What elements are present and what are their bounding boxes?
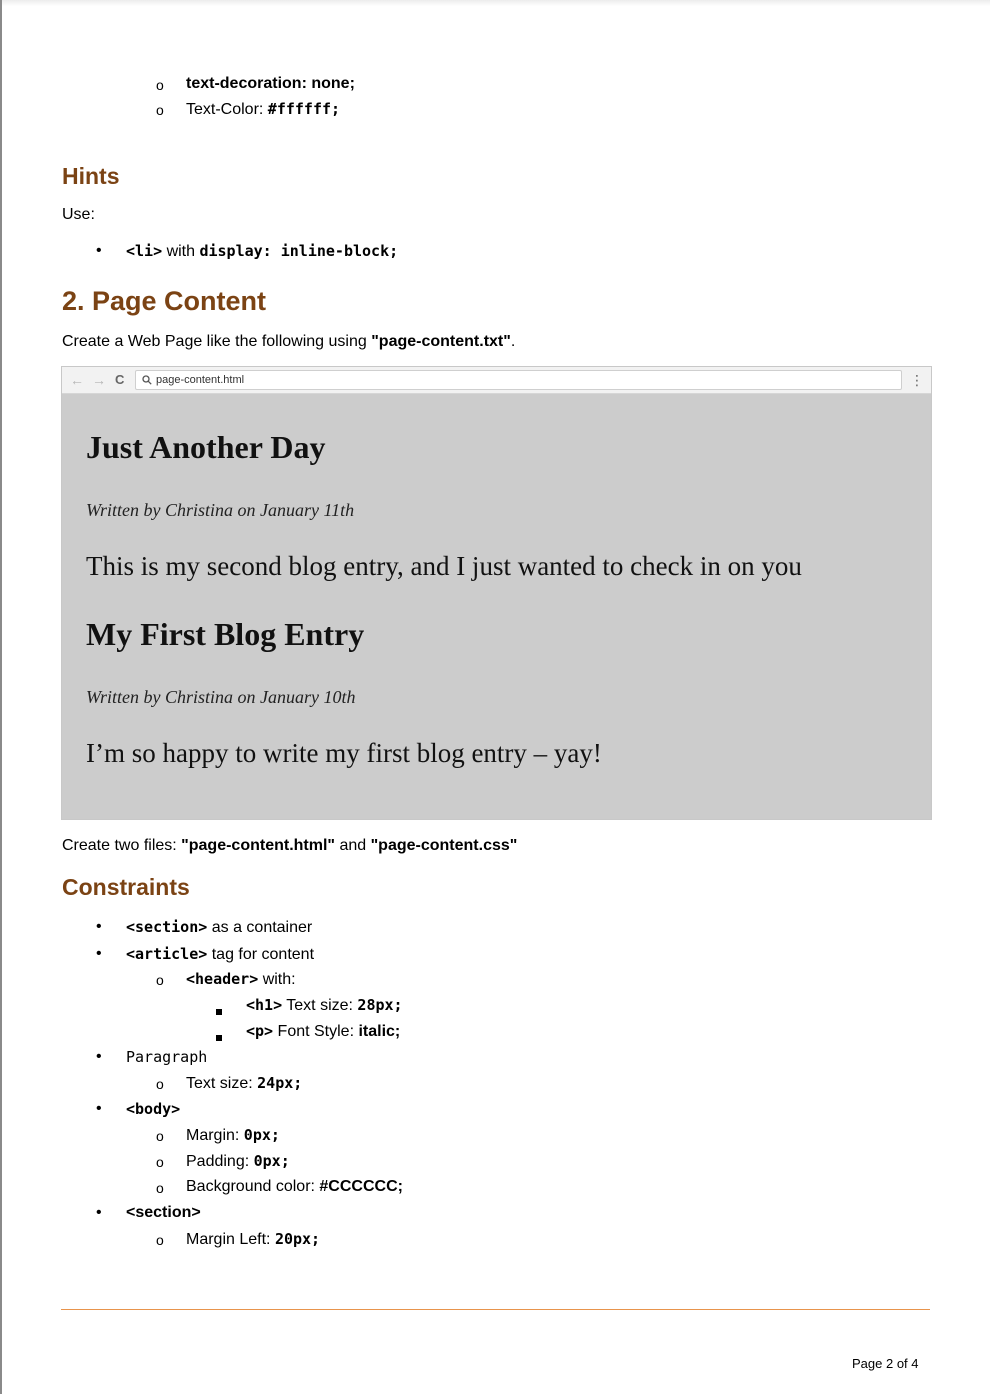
code-text: 0px; bbox=[253, 1152, 290, 1170]
code-text: 28px; bbox=[357, 996, 403, 1014]
forward-arrow-icon: → bbox=[92, 372, 106, 388]
list-bullet: o bbox=[156, 1128, 164, 1144]
label-text: Text size: bbox=[282, 997, 358, 1014]
code-text: <section> bbox=[126, 918, 208, 936]
code-text: #CCCCCC; bbox=[319, 1178, 403, 1195]
list-item bbox=[186, 969, 296, 990]
intro-text bbox=[62, 332, 515, 352]
address-text: page-content.html bbox=[156, 374, 245, 386]
list-bullet bbox=[216, 1002, 222, 1020]
code-text: <h1> bbox=[246, 996, 283, 1014]
hints-heading: Hints bbox=[62, 163, 120, 189]
code-text: text-decoration: none; bbox=[186, 75, 355, 92]
label-text: with bbox=[162, 243, 200, 260]
list-item bbox=[126, 944, 314, 965]
list-item bbox=[186, 74, 355, 94]
code-text: <p> bbox=[246, 1022, 274, 1040]
label-text: Padding: bbox=[186, 1153, 254, 1170]
page-edge bbox=[0, 0, 2, 1394]
browser-toolbar bbox=[62, 367, 931, 394]
label-text: as a container bbox=[207, 919, 313, 936]
label-text: Text size: bbox=[186, 1075, 258, 1092]
back-arrow-icon: ← bbox=[70, 372, 84, 388]
list-item bbox=[126, 1203, 201, 1223]
browser-screenshot bbox=[61, 366, 932, 820]
article-meta: Written by Christina on January 11th bbox=[86, 500, 355, 520]
list-bullet: o bbox=[156, 1232, 164, 1248]
label-text: . bbox=[510, 333, 516, 350]
file-name: "page-content.html" bbox=[181, 837, 335, 854]
label-text: Create two files: bbox=[62, 837, 182, 854]
list-bullet bbox=[216, 1028, 222, 1046]
search-icon bbox=[142, 375, 152, 385]
code-text: #ffffff; bbox=[267, 100, 341, 118]
list-item bbox=[126, 917, 312, 938]
code-text: <article> bbox=[126, 945, 208, 963]
label-text: Margin Left: bbox=[186, 1231, 275, 1248]
article-title: Just Another Day bbox=[86, 429, 326, 465]
article-meta: Written by Christina on January 10th bbox=[86, 687, 356, 707]
page-top-shade bbox=[2, 0, 990, 6]
address-bar bbox=[135, 370, 902, 390]
list-item bbox=[186, 99, 340, 120]
page-content-heading: 2. Page Content bbox=[62, 286, 267, 316]
code-text: 20px; bbox=[274, 1230, 321, 1248]
list-item bbox=[126, 241, 398, 262]
page-number: Page 2 of 4 bbox=[852, 1356, 919, 1371]
list-bullet: o bbox=[156, 1180, 164, 1196]
list-item bbox=[246, 1021, 400, 1042]
list-item bbox=[186, 1177, 403, 1197]
list-item bbox=[246, 995, 403, 1016]
constraints-heading: Constraints bbox=[62, 874, 190, 900]
file-name: "page-content.txt" bbox=[371, 333, 511, 350]
menu-dots-icon: ⋮ bbox=[910, 372, 924, 388]
code-text: display: inline-block; bbox=[199, 242, 399, 260]
files-text bbox=[62, 836, 517, 856]
list-bullet: • bbox=[96, 1204, 102, 1221]
label-text: Create a Web Page like the following using bbox=[62, 333, 372, 350]
list-bullet: o bbox=[156, 1076, 164, 1092]
code-text: 0px; bbox=[243, 1126, 280, 1144]
list-bullet: o bbox=[156, 102, 164, 118]
label-text: tag for content bbox=[207, 946, 315, 963]
list-bullet: o bbox=[156, 972, 164, 988]
label-text: with: bbox=[258, 971, 296, 988]
code-text: <body> bbox=[126, 1100, 181, 1118]
list-bullet: • bbox=[96, 945, 102, 962]
list-item bbox=[126, 1047, 207, 1068]
footer-rule bbox=[61, 1309, 930, 1310]
list-bullet: o bbox=[156, 1154, 164, 1170]
article-paragraph: I’m so happy to write my first blog entry – yay! bbox=[86, 738, 602, 768]
file-name: "page-content.css" bbox=[370, 837, 518, 854]
list-item bbox=[186, 1125, 280, 1146]
article-title: My First Blog Entry bbox=[86, 616, 365, 652]
code-text: <section> bbox=[126, 1204, 201, 1221]
label-text: Background color: bbox=[186, 1178, 320, 1195]
list-bullet: o bbox=[156, 77, 164, 93]
list-item bbox=[126, 1099, 180, 1120]
list-bullet: • bbox=[96, 1048, 102, 1065]
code-text: <li> bbox=[126, 242, 163, 260]
article-paragraph: This is my second blog entry, and I just wanted to check in on you bbox=[86, 551, 802, 581]
label-text: Font Style: bbox=[273, 1023, 359, 1040]
label-text: Paragraph bbox=[126, 1048, 208, 1066]
list-bullet: • bbox=[96, 1100, 102, 1117]
code-text: <header> bbox=[186, 970, 259, 988]
list-bullet: • bbox=[96, 918, 102, 935]
label-text: Text-Color: bbox=[186, 101, 268, 118]
list-bullet: • bbox=[96, 242, 102, 259]
list-item bbox=[186, 1229, 320, 1250]
code-text: italic; bbox=[358, 1023, 401, 1040]
reload-icon: C bbox=[115, 372, 125, 387]
code-text: 24px; bbox=[257, 1074, 303, 1092]
label-text: and bbox=[335, 837, 371, 854]
list-item bbox=[186, 1151, 290, 1172]
list-item bbox=[186, 1073, 302, 1094]
label-text: Margin: bbox=[186, 1127, 244, 1144]
hints-use-text: Use: bbox=[62, 206, 95, 223]
